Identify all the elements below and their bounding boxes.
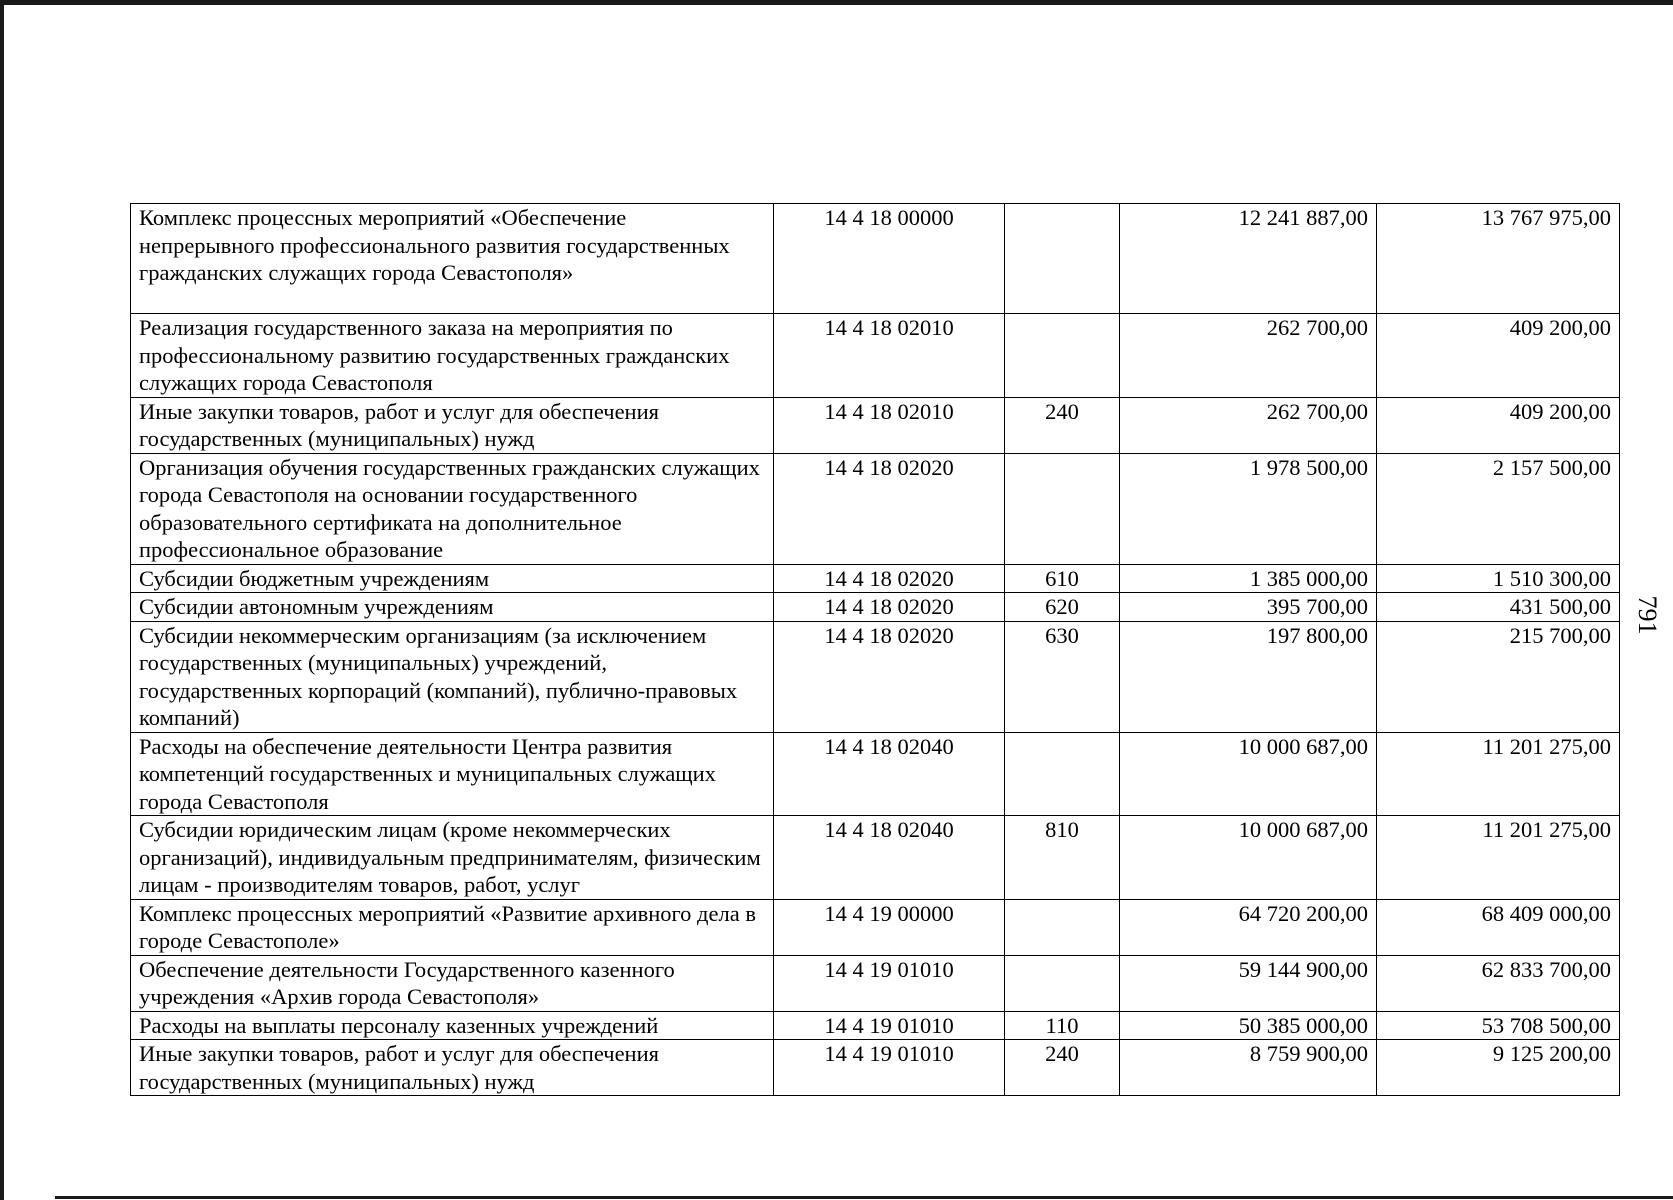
row-sum-year2-cell: 1 510 300,00 [1377, 564, 1620, 593]
budget-table [130, 203, 1620, 1096]
row-expense-type-cell: 630 [1005, 621, 1120, 732]
row-sum-year2-cell: 431 500,00 [1377, 593, 1620, 622]
row-sum-year1-cell: 197 800,00 [1120, 621, 1377, 732]
table-row [131, 1040, 1620, 1096]
row-expense-type-cell: 620 [1005, 593, 1120, 622]
row-expense-type-cell [1005, 314, 1120, 398]
row-sum-year2-cell: 11 201 275,00 [1377, 816, 1620, 900]
table-row [131, 453, 1620, 564]
table-row [131, 899, 1620, 955]
row-sum-year1-cell: 64 720 200,00 [1120, 899, 1377, 955]
row-code-cell: 14 4 18 02020 [774, 621, 1005, 732]
row-code-cell: 14 4 18 02010 [774, 397, 1005, 453]
table-row [131, 621, 1620, 732]
table-row [131, 204, 1620, 314]
row-name-cell: Субсидии юридическим лицам (кроме некоммерческих организаций), индивидуальным предпринимателям, физическим лицам - производителям товаров, работ, услуг [131, 816, 774, 900]
row-expense-type-cell [1005, 899, 1120, 955]
row-sum-year2-cell: 215 700,00 [1377, 621, 1620, 732]
row-name-cell: Расходы на выплаты персоналу казенных учреждений [131, 1011, 774, 1040]
row-expense-type-cell [1005, 453, 1120, 564]
table-row [131, 397, 1620, 453]
row-name-cell: Реализация государственного заказа на мероприятия по профессиональному развитию государственных гражданских служащих города Севастополя [131, 314, 774, 398]
page-number: 791 [1633, 595, 1662, 635]
row-code-cell: 14 4 18 00000 [774, 204, 1005, 314]
scan-edge-bottom [55, 1196, 1673, 1199]
row-code-cell: 14 4 18 02040 [774, 816, 1005, 900]
row-sum-year1-cell: 262 700,00 [1120, 397, 1377, 453]
row-sum-year1-cell: 1 385 000,00 [1120, 564, 1377, 593]
row-expense-type-cell: 240 [1005, 397, 1120, 453]
row-expense-type-cell [1005, 204, 1120, 314]
table-row [131, 816, 1620, 900]
row-sum-year2-cell: 409 200,00 [1377, 314, 1620, 398]
row-sum-year1-cell: 1 978 500,00 [1120, 453, 1377, 564]
row-sum-year1-cell: 10 000 687,00 [1120, 732, 1377, 816]
row-name-cell: Субсидии некоммерческим организациям (за исключением государственных (муниципальных) учреждений, государственных корпораций (компаний), публично-правовых компаний) [131, 621, 774, 732]
row-sum-year2-cell: 13 767 975,00 [1377, 204, 1620, 314]
table-row [131, 1011, 1620, 1040]
row-sum-year2-cell: 9 125 200,00 [1377, 1040, 1620, 1096]
row-name-cell: Иные закупки товаров, работ и услуг для обеспечения государственных (муниципальных) нужд [131, 1040, 774, 1096]
row-expense-type-cell: 810 [1005, 816, 1120, 900]
row-code-cell: 14 4 18 02020 [774, 453, 1005, 564]
table-row [131, 732, 1620, 816]
row-expense-type-cell [1005, 955, 1120, 1011]
table-row [131, 314, 1620, 398]
row-code-cell: 14 4 18 02020 [774, 593, 1005, 622]
row-code-cell: 14 4 19 00000 [774, 899, 1005, 955]
scan-edge-left [0, 0, 4, 1200]
row-name-cell: Организация обучения государственных гражданских служащих города Севастополя на основании государственного образовательного сертификата на дополнительное профессиональное образование [131, 453, 774, 564]
row-code-cell: 14 4 18 02020 [774, 564, 1005, 593]
table-row [131, 564, 1620, 593]
row-sum-year1-cell: 10 000 687,00 [1120, 816, 1377, 900]
row-name-cell: Комплекс процессных мероприятий «Обеспечение непрерывного профессионального развития государственных гражданских служащих города Севастополя» [131, 204, 774, 314]
row-sum-year1-cell: 12 241 887,00 [1120, 204, 1377, 314]
row-sum-year1-cell: 262 700,00 [1120, 314, 1377, 398]
row-expense-type-cell: 110 [1005, 1011, 1120, 1040]
row-code-cell: 14 4 19 01010 [774, 1040, 1005, 1096]
row-sum-year2-cell: 68 409 000,00 [1377, 899, 1620, 955]
row-sum-year2-cell: 2 157 500,00 [1377, 453, 1620, 564]
table-row [131, 593, 1620, 622]
scan-edge-top [0, 0, 1673, 5]
row-name-cell: Обеспечение деятельности Государственного казенного учреждения «Архив города Севастополя» [131, 955, 774, 1011]
row-sum-year2-cell: 53 708 500,00 [1377, 1011, 1620, 1040]
row-sum-year1-cell: 50 385 000,00 [1120, 1011, 1377, 1040]
row-sum-year1-cell: 59 144 900,00 [1120, 955, 1377, 1011]
table-row [131, 955, 1620, 1011]
row-code-cell: 14 4 18 02010 [774, 314, 1005, 398]
row-code-cell: 14 4 19 01010 [774, 955, 1005, 1011]
row-sum-year1-cell: 395 700,00 [1120, 593, 1377, 622]
row-sum-year2-cell: 11 201 275,00 [1377, 732, 1620, 816]
row-code-cell: 14 4 18 02040 [774, 732, 1005, 816]
row-expense-type-cell: 610 [1005, 564, 1120, 593]
row-name-cell: Субсидии автономным учреждениям [131, 593, 774, 622]
row-sum-year2-cell: 409 200,00 [1377, 397, 1620, 453]
row-expense-type-cell: 240 [1005, 1040, 1120, 1096]
row-name-cell: Иные закупки товаров, работ и услуг для обеспечения государственных (муниципальных) нужд [131, 397, 774, 453]
row-code-cell: 14 4 19 01010 [774, 1011, 1005, 1040]
row-expense-type-cell [1005, 732, 1120, 816]
row-sum-year2-cell: 62 833 700,00 [1377, 955, 1620, 1011]
row-name-cell: Субсидии бюджетным учреждениям [131, 564, 774, 593]
row-name-cell: Комплекс процессных мероприятий «Развитие архивного дела в городе Севастополе» [131, 899, 774, 955]
row-sum-year1-cell: 8 759 900,00 [1120, 1040, 1377, 1096]
row-name-cell: Расходы на обеспечение деятельности Центра развития компетенций государственных и муниципальных служащих города Севастополя [131, 732, 774, 816]
